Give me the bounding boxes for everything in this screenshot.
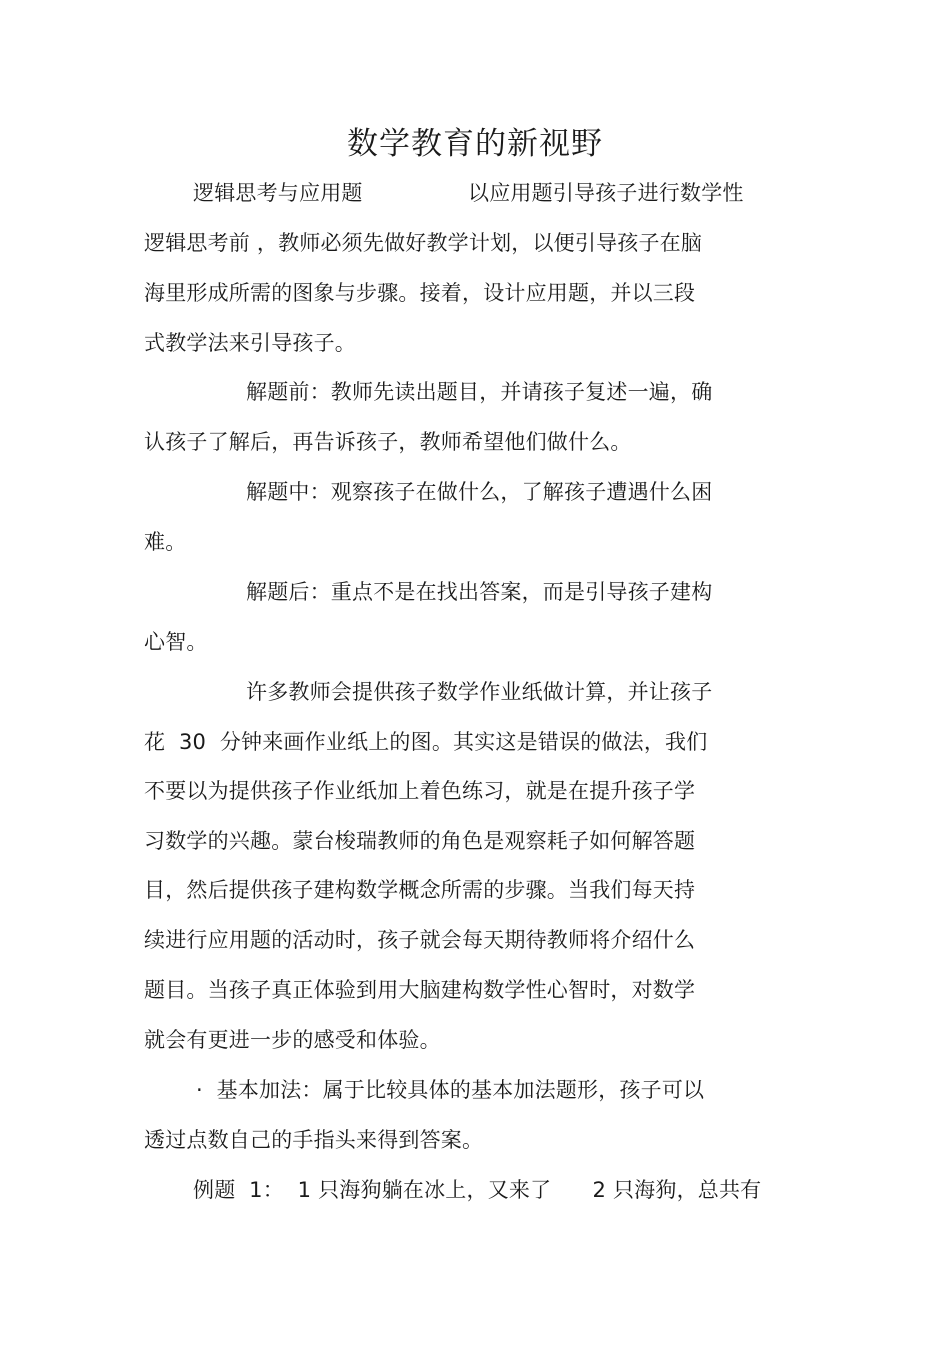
text-line: 透过点数自己的手指头来得到答案。: [144, 1128, 484, 1152]
text-line: · 基本加法：属于比较具体的基本加法题形，孩子可以: [196, 1078, 705, 1102]
text-line: 认孩子了解后，再告诉孩子，教师希望他们做什么。: [144, 430, 632, 454]
text-line: 式教学法来引导孩子。: [144, 331, 356, 355]
text-line: 不要以为提供孩子作业纸加上着色练习，就是在提升孩子学: [144, 779, 696, 803]
text-line: 目，然后提供孩子建构数学概念所需的步骤。当我们每天持: [144, 878, 696, 902]
text-line: 续进行应用题的活动时，孩子就会每天期待教师将介绍什么: [144, 928, 696, 952]
text-line: 难。: [144, 530, 187, 554]
page-title: 数学教育的新视野: [347, 126, 603, 162]
text-line: 解题中：观察孩子在做什么，了解孩子遭遇什么困: [246, 480, 713, 504]
text-line: 解题前：教师先读出题目，并请孩子复述一遍，确: [246, 380, 713, 404]
text-line: 就会有更进一步的感受和体验。: [144, 1028, 441, 1052]
text-line: 许多教师会提供孩子数学作业纸做计算，并让孩子: [246, 680, 713, 704]
text-line: 习数学的兴趣。蒙台梭瑞教师的角色是观察耗子如何解答题: [144, 829, 696, 853]
text-line: 逻辑思考与应用题: [193, 181, 363, 205]
text-line: 逻辑思考前 ，教师必须先做好教学计划，以便引导孩子在脑: [144, 231, 703, 255]
text-line: 心智。: [144, 630, 208, 654]
text-line: 以应用题引导孩子进行数学性: [468, 181, 744, 205]
text-line: 解题后：重点不是在找出答案，而是引导孩子建构: [246, 580, 713, 604]
text-line: 海里形成所需的图象与步骤。接着，设计应用题，并以三段: [144, 281, 696, 305]
text-line: 题目。当孩子真正体验到用大脑建构数学性心智时，对数学: [144, 978, 696, 1002]
text-line: 花 30 分钟来画作业纸上的图。其实这是错误的做法，我们: [144, 730, 708, 754]
text-line: 例题 1： 1 只海狗躺在冰上，又来了 2 只海狗，总共有: [193, 1178, 762, 1202]
